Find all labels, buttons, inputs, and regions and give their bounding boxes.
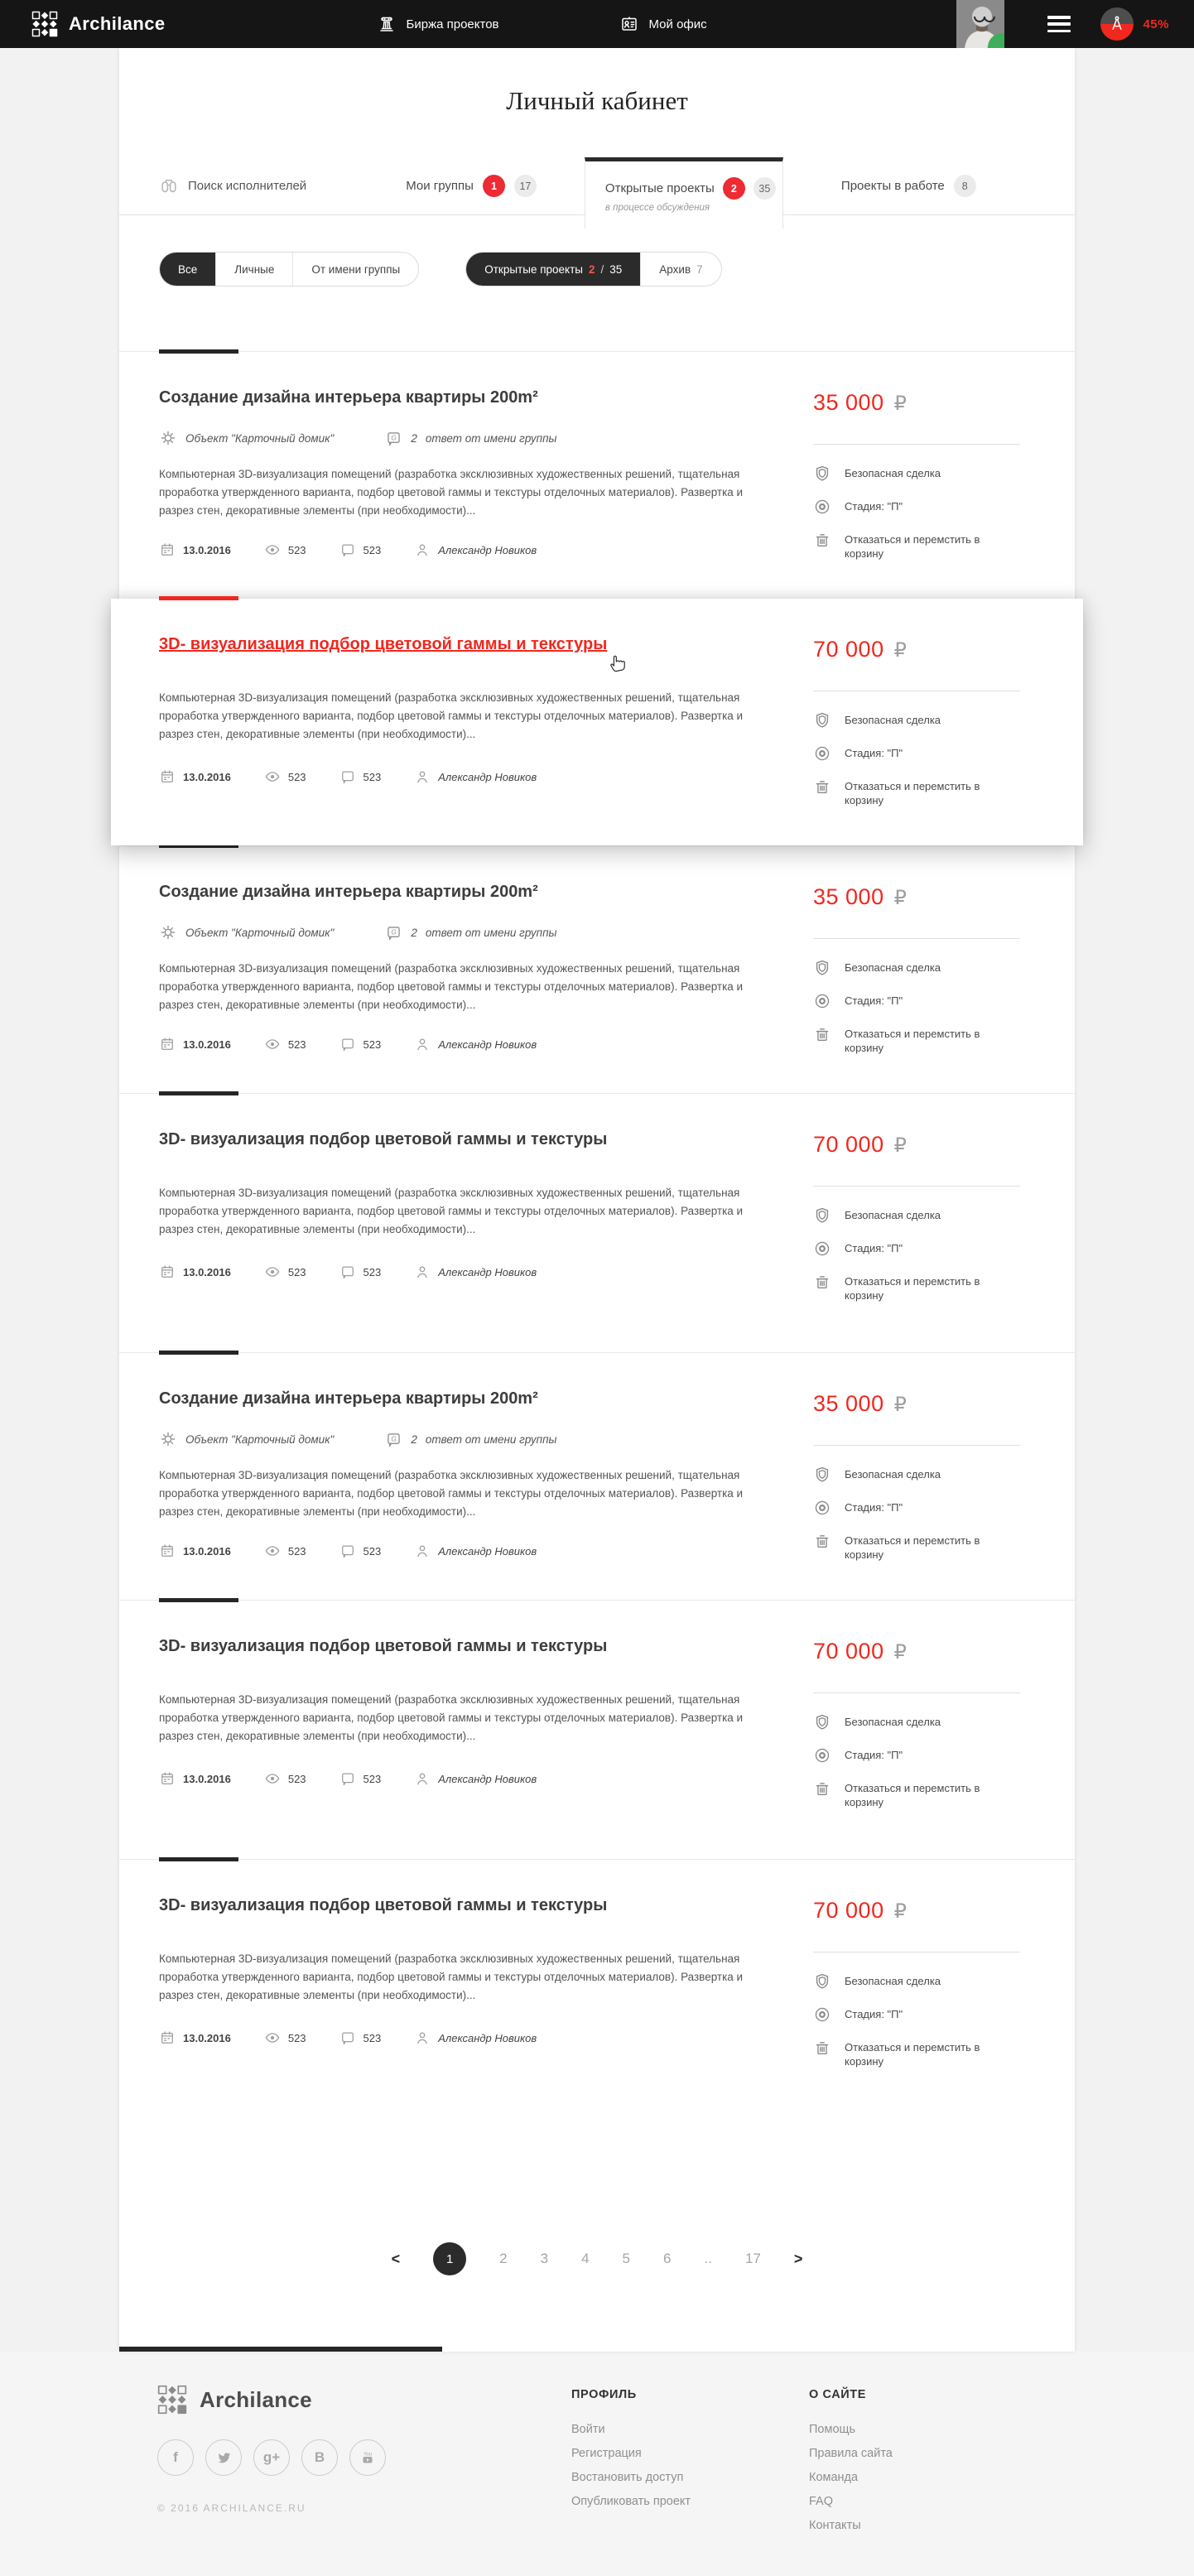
footer-logo[interactable] [157, 2385, 571, 2415]
project-title-link[interactable]: Создание дизайна интерьера квартиры 200m² [159, 883, 538, 901]
group-reply-label: ответ от имени группы [425, 926, 557, 939]
pagination-page[interactable]: 5 [622, 2251, 631, 2266]
project-price: 35 000 ₽ [813, 884, 908, 909]
tab-open-projects[interactable] [585, 157, 783, 229]
project-stats [159, 542, 778, 558]
author-name[interactable]: Александр Новиков [438, 1038, 537, 1051]
filter-on-behalf-of-group[interactable]: От имени группы [292, 253, 418, 286]
behance-icon[interactable]: B [301, 2439, 338, 2476]
views-icon [264, 1770, 281, 1787]
group-reply-count: 2 [411, 1432, 417, 1446]
brand-name: Archilance [69, 13, 166, 34]
open-total: 35 [609, 262, 623, 276]
filter-bar [119, 215, 1075, 351]
nav-item-my-office[interactable] [619, 14, 707, 34]
author-name[interactable]: Александр Новиков [438, 1544, 537, 1558]
id-card-icon [619, 14, 639, 34]
views-count: 523 [287, 1772, 306, 1785]
safe-deal-row: Безопасная сделка [813, 1208, 1035, 1225]
page-title: Личный кабинет [506, 86, 688, 115]
tab-bar [119, 157, 1075, 215]
column-icon [377, 14, 397, 34]
menu-icon[interactable] [1047, 16, 1071, 32]
comments-icon [339, 1264, 356, 1280]
mouse-cursor-icon [608, 652, 630, 674]
author-name[interactable]: Александр Новиков [438, 2031, 537, 2044]
profile-progress[interactable] [1100, 7, 1169, 41]
project-date: 13.0.2016 [183, 770, 231, 783]
card-main [159, 1389, 813, 1562]
object-label: Объект "Карточный домик" [185, 431, 335, 445]
views-count: 523 [287, 543, 306, 556]
pagination-ellipsis: .. [704, 2251, 712, 2266]
footer-link-help[interactable]: Помощь [809, 2423, 856, 2436]
shield-icon [813, 1972, 831, 1991]
count-separator: / [600, 262, 604, 276]
brand-logo[interactable] [31, 11, 166, 37]
calendar-icon [159, 1036, 176, 1052]
stage-row: Стадия: "П" [813, 1241, 1035, 1258]
binoculars-icon [159, 176, 179, 196]
nav-item-project-exchange[interactable] [377, 14, 499, 34]
pagination-page[interactable]: 2 [499, 2251, 508, 2266]
card-side [813, 1637, 1035, 1809]
project-title-link[interactable]: 3D- визуализация подбор цветовой гаммы и текстуры [159, 1130, 608, 1148]
card-main [159, 1130, 813, 1302]
comments-count: 523 [363, 1544, 382, 1558]
nav-label: Биржа проектов [406, 17, 499, 31]
gear-icon [159, 923, 177, 941]
pagination-prev[interactable]: < [391, 2250, 401, 2267]
scope-filter-group [159, 252, 419, 286]
project-stats [159, 2030, 778, 2046]
footer-link-register[interactable]: Регистрация [571, 2447, 642, 2460]
footer-link-publish-project[interactable]: Опубликовать проект [571, 2495, 691, 2508]
safe-deal-row: Безопасная сделка [813, 1715, 1035, 1731]
views-count: 523 [287, 2031, 306, 2044]
project-title-link[interactable]: 3D- визуализация подбор цветовой гаммы и текстуры [159, 1896, 608, 1914]
decline-to-trash-action[interactable]: Отказаться и перемстить в корзину [813, 2040, 1035, 2068]
footer-brand-name: Archilance [200, 2386, 312, 2412]
nav-label: Мой офис [648, 17, 707, 31]
copyright: © 2016 ARCHILANCE.RU [157, 2502, 306, 2514]
author-name[interactable]: Александр Новиков [438, 543, 537, 556]
views-icon [264, 1543, 281, 1559]
shield-icon [813, 711, 831, 729]
side-divider [813, 1186, 1020, 1187]
ruble-sign: ₽ [893, 638, 908, 662]
compass-badge-icon [1100, 7, 1134, 41]
filter-open-projects[interactable]: Открытые проекты 2 / 35 [466, 253, 640, 286]
stage-row: Стадия: "П" [813, 2007, 1035, 2024]
trash-icon [813, 1025, 831, 1043]
project-description: Компьютерная 3D-визуализация помещений (разработка эксклюзивных художественных решений, тщательная проработка утвержденного варианта, подбор цветовой гаммы и текстуры отделочных материалов). Развертка и разрез стен, декоративные элементы (при необходимости)... [159, 691, 744, 740]
project-card[interactable] [119, 351, 1075, 599]
project-stats [159, 1770, 778, 1787]
social-links [157, 2439, 571, 2476]
stage-icon [813, 1499, 831, 1517]
comments-count: 523 [363, 543, 382, 556]
card-main [159, 883, 813, 1055]
user-icon [414, 768, 431, 785]
trash-icon [813, 1779, 831, 1798]
decline-to-trash-action[interactable]: Отказаться и перемстить в корзину [813, 779, 1035, 807]
stage-icon [813, 498, 831, 516]
safe-deal-row: Безопасная сделка [813, 961, 1035, 977]
comments-icon [339, 1543, 356, 1559]
group-reply-icon [385, 430, 402, 447]
project-stats [159, 768, 778, 785]
footer-link-faq[interactable]: FAQ [809, 2495, 834, 2508]
footer-link-team[interactable]: Команда [809, 2471, 859, 2484]
shield-icon [813, 959, 831, 977]
page-footer [0, 2352, 1194, 2576]
tab-my-groups[interactable] [406, 175, 537, 197]
group-reply-label: ответ от имени группы [425, 1432, 557, 1446]
object-row [159, 1430, 778, 1448]
tab-subtitle: в процессе обсуждения [604, 203, 710, 213]
user-icon [414, 1036, 431, 1052]
user-avatar[interactable] [956, 0, 1004, 48]
archilance-logo-icon [31, 11, 58, 37]
tab-search-performers[interactable] [159, 176, 306, 196]
pagination-page[interactable]: 3 [540, 2251, 549, 2266]
decline-to-trash-action[interactable]: Отказаться и перемстить в корзину [813, 1781, 1035, 1809]
filter-archive[interactable]: Архив 7 [640, 253, 720, 286]
project-card[interactable] [119, 1093, 1075, 1352]
google-plus-icon[interactable]: g+ [253, 2439, 290, 2476]
views-icon [264, 1264, 281, 1280]
project-description: Компьютерная 3D-визуализация помещений (разработка эксклюзивных художественных решений, тщательная проработка утвержденного варианта, подбор цветовой гаммы и текстуры отделочных материалов). Развертка и разрез стен, декоративные элементы (при необходимости)... [159, 962, 744, 1011]
tab-label: Поиск исполнителей [188, 179, 307, 193]
twitter-icon[interactable] [205, 2439, 242, 2476]
card-side [813, 1130, 1035, 1302]
tab-label: Открытые проекты [604, 181, 715, 195]
tab-projects-in-work[interactable] [841, 175, 976, 197]
filter-all[interactable]: Все [160, 253, 215, 286]
safe-deal-row: Безопасная сделка [813, 713, 1035, 729]
project-card[interactable] [119, 1352, 1075, 1600]
project-title-link[interactable]: 3D- визуализация подбор цветовой гаммы и текстуры [159, 635, 608, 653]
comments-count: 523 [363, 1265, 382, 1278]
ruble-sign: ₽ [893, 1134, 908, 1157]
footer-link-contacts[interactable]: Контакты [809, 2519, 861, 2532]
project-price: 35 000 ₽ [813, 1391, 908, 1416]
gear-icon [159, 429, 177, 447]
footer-link-restore-access[interactable]: Востановить доступ [571, 2471, 684, 2484]
comments-count: 523 [363, 770, 382, 783]
trash-icon [813, 1273, 831, 1291]
pagination-page[interactable]: 17 [744, 2251, 761, 2266]
filter-personal[interactable]: Личные [215, 253, 292, 286]
author-name[interactable]: Александр Новиков [438, 1772, 537, 1785]
project-stats [159, 1036, 778, 1052]
views-count: 523 [287, 770, 306, 783]
comments-count: 523 [363, 1772, 382, 1785]
safe-deal-row: Безопасная сделка [813, 1467, 1035, 1484]
footer-link-site-rules[interactable]: Правила сайта [809, 2447, 893, 2460]
pagination-page[interactable]: 6 [663, 2251, 672, 2266]
side-divider [813, 1692, 1020, 1693]
project-title-link[interactable]: 3D- визуализация подбор цветовой гаммы и текстуры [159, 1637, 608, 1655]
side-divider [813, 1445, 1020, 1446]
stage-row: Стадия: "П" [813, 499, 1035, 516]
group-reply-icon [385, 1431, 402, 1448]
comments-icon [339, 2030, 356, 2046]
project-date: 13.0.2016 [183, 1544, 231, 1558]
calendar-icon [159, 768, 176, 785]
card-side [813, 388, 1035, 561]
trash-icon [813, 531, 831, 549]
stage-icon [813, 1746, 831, 1765]
comments-count: 523 [363, 2031, 382, 2044]
tab-label: Мои группы [406, 179, 474, 193]
shield-icon [813, 465, 831, 483]
archilance-logo-icon [157, 2385, 187, 2415]
user-icon [414, 2030, 431, 2046]
decline-to-trash-action[interactable]: Отказаться и перемстить в корзину [813, 1274, 1035, 1302]
group-reply-icon [385, 924, 402, 941]
card-side [813, 883, 1035, 1055]
stage-row: Стадия: "П" [813, 994, 1035, 1010]
project-price: 35 000 ₽ [813, 390, 908, 415]
card-main [159, 388, 813, 561]
decline-to-trash-action[interactable]: Отказаться и перемстить в корзину [813, 532, 1035, 561]
object-row [159, 429, 778, 447]
card-main [159, 1896, 813, 2068]
top-navbar [0, 0, 1194, 48]
project-date: 13.0.2016 [183, 2031, 231, 2044]
comments-count: 523 [363, 1038, 382, 1051]
project-stats [159, 1543, 778, 1559]
decline-to-trash-action[interactable]: Отказаться и перемстить в корзину [813, 1534, 1035, 1562]
calendar-icon [159, 542, 176, 558]
card-main [159, 635, 813, 807]
stage-icon [813, 2005, 831, 2024]
safe-deal-row: Безопасная сделка [813, 1974, 1035, 1991]
views-icon [264, 2030, 281, 2046]
project-description: Компьютерная 3D-визуализация помещений (разработка эксклюзивных художественных решений, тщательная проработка утвержденного варианта, подбор цветовой гаммы и текстуры отделочных материалов). Развертка и разрез стен, декоративные элементы (при необходимости)... [159, 1469, 744, 1518]
red-count-badge: 2 [723, 177, 745, 200]
views-count: 523 [287, 1265, 306, 1278]
author-name[interactable]: Александр Новиков [438, 1265, 537, 1278]
project-description: Компьютерная 3D-визуализация помещений (разработка эксклюзивных художественных решений, тщательная проработка утвержденного варианта, подбор цветовой гаммы и текстуры отделочных материалов). Развертка и разрез стен, декоративные элементы (при необходимости)... [159, 1693, 744, 1742]
comments-icon [339, 1770, 356, 1787]
ruble-sign: ₽ [893, 1899, 908, 1923]
calendar-icon [159, 1543, 176, 1559]
facebook-icon[interactable]: f [157, 2439, 194, 2476]
trash-icon [813, 2039, 831, 2057]
card-separator-dash [159, 349, 238, 354]
project-date: 13.0.2016 [183, 1265, 231, 1278]
pagination-page-current[interactable]: 1 [433, 2242, 466, 2275]
side-divider [813, 938, 1020, 939]
open-count: 2 [588, 262, 595, 276]
group-reply-label: ответ от имени группы [425, 431, 557, 445]
footer-column-title: О САЙТЕ [809, 2388, 867, 2401]
project-description: Компьютерная 3D-визуализация помещений (разработка эксклюзивных художественных решений, тщательная проработка утвержденного варианта, подбор цветовой гаммы и текстуры отделочных материалов). Развертка и разрез стен, декоративные элементы (при необходимости)... [159, 1952, 744, 2001]
views-count: 523 [287, 1038, 306, 1051]
comments-icon [339, 542, 356, 558]
ruble-sign: ₽ [893, 886, 908, 909]
object-label: Объект "Карточный домик" [185, 926, 335, 939]
project-date: 13.0.2016 [183, 1772, 231, 1785]
card-separator-dash [159, 1351, 238, 1355]
card-separator-dash [159, 1091, 238, 1095]
object-row [159, 923, 778, 941]
card-main [159, 1637, 813, 1809]
calendar-icon [159, 1770, 176, 1787]
project-date: 13.0.2016 [183, 1038, 231, 1051]
views-icon [264, 768, 281, 785]
trash-icon [813, 778, 831, 796]
comments-icon [339, 1036, 356, 1052]
views-icon [264, 542, 281, 558]
gray-count-badge: 17 [514, 175, 537, 197]
project-card[interactable] [119, 845, 1075, 1093]
stage-icon [813, 1240, 831, 1258]
project-title-link[interactable]: Создание дизайна интерьера квартиры 200m² [159, 388, 538, 407]
shield-icon [813, 1206, 831, 1225]
gray-count-badge: 35 [753, 177, 776, 200]
project-price: 70 000 ₽ [813, 1898, 908, 1923]
card-separator-dash [159, 1857, 238, 1861]
footer-profile-column [571, 2385, 809, 2543]
shield-icon [813, 1713, 831, 1731]
card-separator-dash [159, 596, 238, 600]
calendar-icon [159, 1264, 176, 1280]
content-end-bar [119, 2347, 442, 2352]
shield-icon [813, 1466, 831, 1484]
red-count-badge: 1 [483, 175, 505, 197]
stage-row: Стадия: "П" [813, 1748, 1035, 1765]
gear-icon [159, 1430, 177, 1448]
youtube-icon[interactable] [349, 2439, 386, 2476]
user-icon [414, 1770, 431, 1787]
tab-label: Проекты в работе [840, 179, 945, 193]
main-content [119, 48, 1075, 2352]
project-price: 70 000 ₽ [813, 637, 908, 662]
project-price: 70 000 ₽ [813, 1639, 908, 1664]
footer-link-login[interactable]: Войти [571, 2423, 605, 2436]
ruble-sign: ₽ [893, 392, 908, 415]
views-count: 523 [287, 1544, 306, 1558]
card-side [813, 1896, 1035, 2068]
user-icon [414, 1264, 431, 1280]
card-side [813, 1389, 1035, 1562]
stage-row: Стадия: "П" [813, 746, 1035, 763]
card-side [813, 635, 1035, 807]
profile-progress-value: 45% [1143, 17, 1169, 31]
pagination [119, 2118, 1075, 2347]
card-separator-dash [159, 1598, 238, 1602]
user-icon [414, 542, 431, 558]
project-title-link[interactable]: Создание дизайна интерьера квартиры 200m² [159, 1389, 538, 1408]
project-card[interactable] [119, 1859, 1075, 2118]
author-name[interactable]: Александр Новиков [438, 770, 537, 783]
stage-icon [813, 744, 831, 763]
stage-icon [813, 992, 831, 1010]
trash-icon [813, 1532, 831, 1550]
object-label: Объект "Карточный домик" [185, 1432, 335, 1446]
side-divider [813, 444, 1020, 445]
footer-column-title: ПРОФИЛЬ [571, 2388, 637, 2401]
group-reply-count: 2 [411, 926, 417, 939]
ruble-sign: ₽ [893, 1393, 908, 1416]
footer-about-column [809, 2385, 1047, 2543]
pagination-next[interactable]: > [793, 2250, 803, 2267]
pagination-page[interactable]: 4 [581, 2251, 590, 2266]
project-date: 13.0.2016 [183, 543, 231, 556]
status-filter-group [465, 252, 721, 286]
ruble-sign: ₽ [893, 1640, 908, 1664]
project-description: Компьютерная 3D-визуализация помещений (разработка эксклюзивных художественных решений, тщательная проработка утвержденного варианта, подбор цветовой гаммы и текстуры отделочных материалов). Развертка и разрез стен, декоративные элементы (при необходимости)... [159, 468, 744, 517]
comments-icon [339, 768, 356, 785]
stage-row: Стадия: "П" [813, 1500, 1035, 1517]
archive-count: 7 [696, 262, 703, 276]
group-reply-count: 2 [411, 431, 417, 445]
calendar-icon [159, 2030, 176, 2046]
gray-count-badge: 8 [954, 175, 976, 197]
project-description: Компьютерная 3D-визуализация помещений (разработка эксклюзивных художественных решений, тщательная проработка утвержденного варианта, подбор цветовой гаммы и текстуры отделочных материалов). Развертка и разрез стен, декоративные элементы (при необходимости)... [159, 1187, 744, 1235]
project-price: 70 000 ₽ [813, 1132, 908, 1157]
footer-brand-block [157, 2385, 571, 2543]
safe-deal-row: Безопасная сделка [813, 466, 1035, 483]
project-stats [159, 1264, 778, 1280]
user-icon [414, 1543, 431, 1559]
decline-to-trash-action[interactable]: Отказаться и перемстить в корзину [813, 1027, 1035, 1055]
views-icon [264, 1036, 281, 1052]
project-card[interactable] [119, 1600, 1075, 1859]
project-card-hovered[interactable] [111, 599, 1083, 845]
